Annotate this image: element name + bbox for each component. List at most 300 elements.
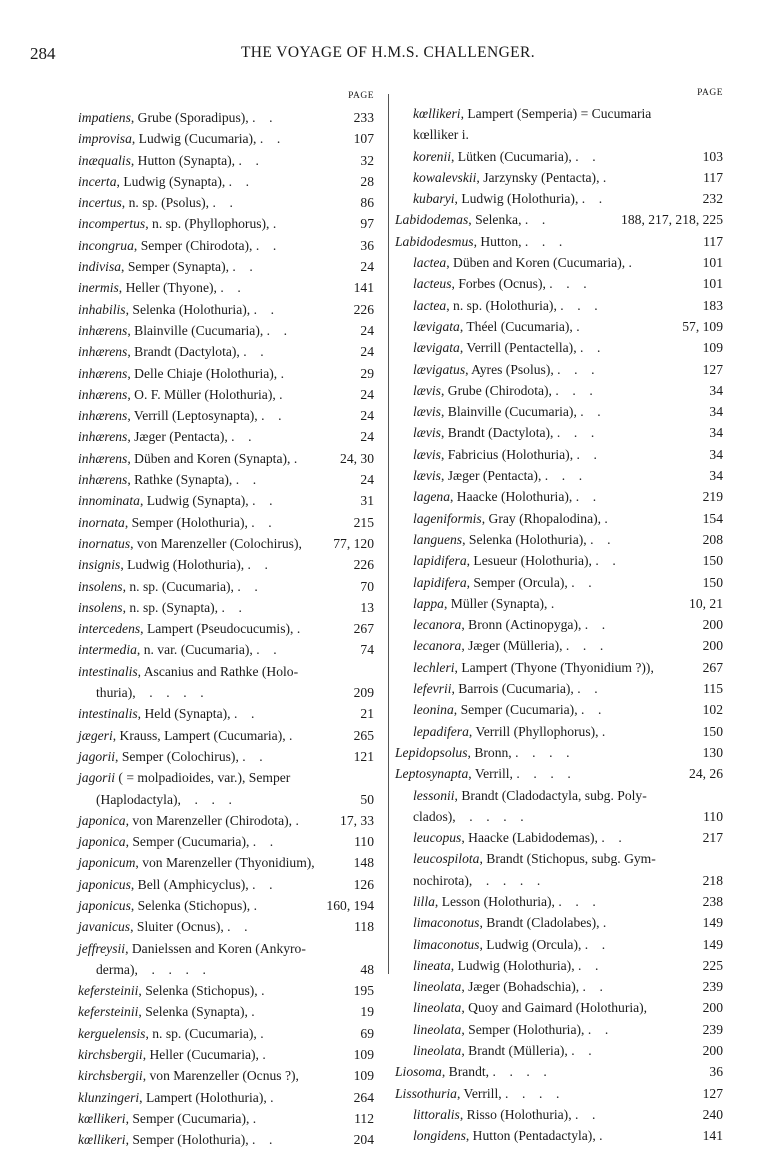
- entry-authority: , Quoy and Gaimard (Holothuria),: [461, 1000, 648, 1016]
- entry-text: [78, 363, 284, 384]
- leader-dots: . .: [577, 702, 602, 718]
- entry-text: [413, 806, 524, 827]
- leader-dots: . .: [239, 344, 264, 360]
- page-reference: 149: [702, 936, 723, 952]
- page-reference: 110: [703, 808, 723, 824]
- page-reference: 24, 30: [340, 450, 374, 466]
- leader-dots: . .: [248, 1132, 273, 1148]
- index-entry: [395, 465, 723, 486]
- page-reference: 74: [360, 642, 374, 658]
- species-name: inæqualis: [78, 152, 131, 168]
- species-name: inhærens: [78, 386, 128, 402]
- entry-authority: , Semper (Orcula),: [466, 574, 568, 590]
- index-entry: [78, 405, 378, 426]
- leader-dots: .: [256, 1025, 264, 1041]
- entry-authority: , n. sp. (Cucumaria),: [122, 578, 234, 594]
- page-reference: 209: [353, 685, 374, 701]
- entry-text: [78, 980, 265, 1001]
- species-name: inhærens: [78, 472, 128, 488]
- entry-authority: , Hutton,: [473, 233, 522, 249]
- entry-authority: , Sluiter (Ocnus),: [130, 919, 224, 935]
- entry-authority: , Haacke (Holothuria),: [450, 489, 573, 505]
- leader-dots: .: [293, 621, 301, 637]
- entry-text: [78, 874, 272, 895]
- species-name: inhærens: [78, 408, 128, 424]
- index-entry: [395, 976, 723, 997]
- leader-dots: .: [292, 812, 299, 828]
- entry-authority: , Ascanius and Rathke (Holo-: [137, 663, 299, 679]
- entry-text: [78, 426, 252, 447]
- species-name: kefersteinii: [78, 983, 139, 999]
- index-entry: [395, 444, 723, 465]
- index-entry: [78, 597, 378, 618]
- page-reference: 13: [360, 599, 374, 615]
- species-name: jægeri: [78, 727, 113, 743]
- leader-dots: .: [247, 1004, 255, 1020]
- species-name: Labidodesmus: [395, 233, 474, 249]
- species-name: intercedens: [78, 621, 141, 637]
- page-reference: 101: [702, 276, 723, 292]
- species-name: intermedia: [78, 642, 137, 658]
- page-reference: 48: [360, 961, 374, 977]
- page-reference: 232: [702, 191, 723, 207]
- leader-dots: . .: [573, 446, 597, 462]
- page-reference: 112: [354, 1110, 374, 1126]
- species-name: leucospilota: [413, 851, 480, 867]
- entry-authority: , Lampert (Pseudocucumis),: [140, 621, 294, 637]
- page-reference: 141: [702, 1128, 723, 1144]
- entry-authority: , Düben and Koren (Synapta),: [127, 450, 291, 466]
- index-entry: [78, 299, 378, 320]
- page-reference: 267: [702, 659, 723, 675]
- entry-authority: , Forbes (Ocnus),: [451, 276, 546, 292]
- species-name: leonina: [413, 702, 454, 718]
- species-name: insolens: [78, 599, 123, 615]
- index-entry: [78, 341, 378, 362]
- species-name: Liosoma: [395, 1064, 442, 1080]
- species-name: japonicus: [78, 876, 131, 892]
- leader-dots: . .: [567, 1043, 592, 1059]
- entry-text: [413, 934, 605, 955]
- page-reference: 86: [360, 195, 374, 211]
- species-name: japonicus: [78, 897, 131, 913]
- entry-authority: , Ludwig (Holothuria),: [454, 191, 579, 207]
- page-reference: 77, 120: [333, 535, 374, 551]
- index-entry: [395, 1019, 723, 1040]
- index-entry: [78, 363, 378, 384]
- page-reference: 34: [709, 425, 723, 441]
- index-entry: [78, 746, 378, 767]
- page-reference: 239: [702, 979, 723, 995]
- index-entry: [78, 469, 378, 490]
- index-entry: [78, 1044, 378, 1065]
- page-reference: 118: [354, 919, 374, 935]
- page-reference: 160, 194: [326, 897, 374, 913]
- entry-authority: ( = molpadioides, var.), Semper: [115, 770, 291, 786]
- leader-dots: .: [277, 365, 285, 381]
- entry-authority: , Heller (Cucumaria),: [142, 1047, 259, 1063]
- species-name: inhærens: [78, 450, 128, 466]
- entry-text: [78, 533, 302, 554]
- index-entry: [395, 1125, 723, 1146]
- page-reference: 24: [360, 322, 374, 338]
- species-name: kubaryi: [413, 191, 455, 207]
- leader-dots: . .: [571, 1106, 596, 1122]
- page-reference: 115: [703, 681, 723, 697]
- species-name: kœllikeri: [78, 1132, 126, 1148]
- entry-text: [413, 295, 598, 316]
- entry-text: [413, 1125, 603, 1146]
- entry-authority: , Brandt (Stichopus, subg. Gym-: [479, 851, 656, 867]
- entry-text: [78, 512, 272, 533]
- page-reference: 117: [703, 233, 723, 249]
- entry-text: [96, 682, 204, 703]
- entry-text: [413, 337, 600, 358]
- index-entry: [395, 1104, 723, 1125]
- species-name: japonicum: [78, 855, 136, 871]
- leader-dots: . .: [576, 404, 601, 420]
- page-reference: 204: [353, 1132, 374, 1148]
- entry-text: [413, 997, 647, 1018]
- species-name: lævis: [413, 425, 441, 441]
- entry-authority: , Barrois (Cucumaria),: [451, 681, 574, 697]
- entry-text: [413, 273, 587, 294]
- page-reference: 226: [353, 301, 374, 317]
- index-entry: [395, 763, 723, 784]
- entry-authority: , Lesueur (Holothuria),: [466, 553, 592, 569]
- page-reference: 32: [360, 152, 374, 168]
- species-name: jeffreysii: [78, 940, 126, 956]
- entry-text: [413, 167, 606, 188]
- entry-text: [413, 614, 605, 635]
- leader-dots: . .: [578, 191, 603, 207]
- page-reference: 121: [353, 748, 374, 764]
- page-reference: 34: [709, 468, 723, 484]
- index-entry: [395, 231, 723, 252]
- index-entry: [78, 1065, 378, 1086]
- entry-text: [395, 742, 569, 763]
- entry-authority: , Semper (Cucumaria),: [453, 702, 578, 718]
- species-name: littoralis: [413, 1106, 460, 1122]
- page-reference: 24: [360, 259, 374, 275]
- index-entry: [395, 508, 723, 529]
- entry-authority: , n. sp. (Synapta),: [122, 599, 219, 615]
- index-entry: [78, 639, 378, 660]
- leader-dots: . .: [225, 173, 250, 189]
- entry-text: [78, 1044, 266, 1065]
- index-entry: [78, 938, 378, 959]
- index-entry: [395, 380, 723, 401]
- leader-dots: . . . .: [455, 808, 524, 824]
- entry-authority: , Grube (Chirodota),: [440, 382, 552, 398]
- page-reference: 267: [353, 621, 374, 637]
- species-name: lineolata: [413, 1000, 462, 1016]
- entry-authority: , Blainville (Cucumaria),: [127, 322, 264, 338]
- index-entry: [78, 810, 378, 831]
- entry-authority: derma),: [96, 961, 138, 977]
- species-name: innominata: [78, 493, 140, 509]
- index-entry: [395, 529, 723, 550]
- leader-dots: .: [595, 1128, 603, 1144]
- page-reference: 24: [360, 344, 374, 360]
- entry-authority: , Brandt (Cladolabes),: [479, 915, 600, 931]
- entry-authority: , Hutton (Pentadactyla),: [465, 1128, 596, 1144]
- entry-authority: , Selenka,: [468, 212, 522, 228]
- entry-text: [78, 490, 272, 511]
- entry-authority: , Grube (Sporadipus),: [130, 110, 249, 125]
- page-column-heading: PAGE: [697, 88, 723, 98]
- species-name: jagorii: [78, 748, 116, 764]
- leader-dots: . .: [572, 489, 597, 505]
- entry-authority: , Bronn,: [467, 744, 512, 760]
- species-name: lepadifera: [413, 723, 469, 739]
- page-reference: 36: [709, 1064, 723, 1080]
- species-name: lilla: [413, 893, 435, 909]
- index-entry: [395, 422, 723, 443]
- entry-authority: , Rathke (Synapta),: [127, 472, 233, 488]
- species-name: lævis: [413, 404, 441, 420]
- page-reference: 217: [702, 830, 723, 846]
- leader-dots: . .: [521, 212, 546, 228]
- species-name: inhærens: [78, 322, 128, 338]
- index-entry: [395, 635, 723, 656]
- entry-text: [413, 359, 595, 380]
- species-name: lactea: [413, 297, 447, 313]
- entry-authority: , Selenka (Stichopus),: [138, 983, 258, 999]
- page-reference: 215: [353, 514, 374, 530]
- index-entry: [78, 107, 378, 128]
- entry-authority: , Semper (Holothuria),: [124, 514, 248, 530]
- page-reference: 24: [360, 429, 374, 445]
- index-entry: [395, 188, 723, 209]
- page-reference: 109: [353, 1068, 374, 1084]
- leader-dots: . . .: [541, 468, 583, 484]
- entry-text: [78, 171, 249, 192]
- page-reference: 200: [702, 1043, 723, 1059]
- leader-dots: .: [266, 1089, 274, 1105]
- leader-dots: .: [598, 723, 606, 739]
- page-reference: 150: [702, 723, 723, 739]
- leader-dots: . . . .: [137, 961, 206, 977]
- leader-dots: . . .: [551, 382, 593, 398]
- species-name: inornatus: [78, 535, 131, 551]
- entry-text: [413, 721, 605, 742]
- index-entry: [395, 1083, 723, 1104]
- species-name: lineolata: [413, 979, 462, 995]
- page-reference: 24, 26: [689, 766, 723, 782]
- species-name: lineata: [413, 957, 451, 973]
- page-reference: 265: [353, 727, 374, 743]
- index-entry: [78, 1087, 378, 1108]
- index-entry: [395, 891, 723, 912]
- entry-text: [413, 870, 540, 891]
- entry-text: [413, 1040, 592, 1061]
- index-entry: [395, 550, 723, 571]
- species-name: lapidifera: [413, 553, 467, 569]
- index-entry: [78, 554, 378, 575]
- species-name: inhærens: [78, 365, 128, 381]
- entry-text: [78, 1023, 264, 1044]
- species-name: lefevrii: [413, 681, 452, 697]
- entry-authority: , Blainville (Cucumaria),: [440, 404, 577, 420]
- entry-text: [413, 827, 622, 848]
- species-name: insolens: [78, 578, 123, 594]
- leader-dots: . .: [230, 706, 255, 722]
- index-entry: [78, 852, 378, 873]
- species-name: lineolata: [413, 1021, 462, 1037]
- entry-text: [413, 316, 580, 337]
- index-entry: [78, 916, 378, 937]
- species-name: incerta: [78, 173, 117, 189]
- page-reference: 226: [353, 557, 374, 573]
- leader-dots: . .: [263, 322, 288, 338]
- entry-text: [78, 1087, 274, 1108]
- page-reference: 183: [702, 297, 723, 313]
- species-name: kirchsbergii: [78, 1047, 143, 1063]
- index-entry: [78, 767, 378, 788]
- index-entry: [78, 277, 378, 298]
- page-reference: 24: [360, 472, 374, 488]
- index-entry: [395, 146, 723, 167]
- page-reference: 200: [702, 1000, 723, 1016]
- leader-dots: .: [250, 897, 257, 913]
- leader-dots: . .: [229, 259, 253, 275]
- species-name: limaconotus: [413, 915, 480, 931]
- index-entry: [395, 848, 723, 869]
- index-entry: [395, 273, 723, 294]
- leader-dots: . .: [576, 340, 601, 356]
- page-reference: 36: [360, 237, 374, 253]
- index-entry: [78, 682, 378, 703]
- index-entry: [395, 614, 723, 635]
- entry-text: [78, 448, 297, 469]
- entry-text: [78, 299, 274, 320]
- entry-authority: , Lesson (Holothuria),: [434, 893, 555, 909]
- leader-dots: . .: [567, 574, 592, 590]
- page-reference: 19: [360, 1004, 374, 1020]
- page-reference: 225: [702, 957, 723, 973]
- index-entry: [395, 103, 723, 124]
- entry-authority: , Bell (Amphicyclus),: [130, 876, 249, 892]
- entry-authority: , Jæger (Mülleria),: [461, 638, 563, 654]
- leader-dots: . . . .: [135, 685, 204, 701]
- entry-text: [78, 1001, 255, 1022]
- leader-dots: . .: [581, 617, 606, 633]
- species-name: leucopus: [413, 830, 462, 846]
- index-entry: [78, 150, 378, 171]
- entry-authority: , Selenka (Holothuria),: [462, 531, 587, 547]
- page-reference: 57, 109: [682, 318, 723, 334]
- leader-dots: . .: [581, 936, 606, 952]
- entry-text: [413, 635, 603, 656]
- entry-authority: , Düben and Koren (Cucumaria),: [446, 255, 626, 271]
- index-entry: [395, 337, 723, 358]
- leader-dots: . .: [574, 957, 599, 973]
- entry-text: [78, 107, 272, 128]
- index-entry: [395, 209, 723, 230]
- entry-authority: , Müller (Synapta),: [443, 595, 548, 611]
- leader-dots: .: [599, 915, 607, 931]
- entry-authority: , Ludwig (Cucumaria),: [131, 131, 257, 147]
- index-entry: [78, 192, 378, 213]
- species-name: kirchsbergii: [78, 1068, 143, 1084]
- entry-text: [78, 576, 258, 597]
- entry-authority: , Lampert (Thyone (Thyonidium ?)),: [454, 659, 654, 675]
- page-reference: 109: [353, 1047, 374, 1063]
- entry-text: [413, 486, 596, 507]
- entry-authority: , O. F. Müller (Holothuria),: [127, 386, 276, 402]
- entry-text: [413, 912, 606, 933]
- entry-authority: , Danielssen and Koren (Ankyro-: [125, 940, 306, 956]
- leader-dots: . .: [232, 472, 257, 488]
- index-entry: [78, 512, 378, 533]
- entry-text: [78, 277, 241, 298]
- entry-text: [78, 256, 253, 277]
- species-name: lecanora: [413, 617, 462, 633]
- entry-text: [413, 422, 594, 443]
- species-name: kœllikeri: [413, 106, 461, 121]
- species-name: korenii: [413, 148, 451, 164]
- index-entry: [395, 657, 723, 678]
- page-reference: 28: [360, 173, 374, 189]
- index-entry: [395, 827, 723, 848]
- page-reference: 264: [353, 1089, 374, 1105]
- entry-authority: , Semper (Synapta),: [121, 259, 230, 275]
- species-name: insignis: [78, 557, 121, 573]
- index-entry: [78, 725, 378, 746]
- page-reference: 34: [709, 446, 723, 462]
- entry-authority: , Jarzynsky (Pentacta),: [476, 169, 600, 185]
- species-name: lessonii: [413, 787, 455, 803]
- page-reference: 21: [360, 706, 374, 722]
- entry-text: [78, 554, 268, 575]
- entry-text: [78, 661, 298, 682]
- species-name: inhærens: [78, 429, 128, 445]
- running-header: [30, 44, 746, 66]
- index-entry: [395, 593, 723, 614]
- entry-text: [395, 231, 562, 252]
- index-entry: [395, 572, 723, 593]
- entry-text: [413, 124, 469, 145]
- entry-text: [413, 529, 610, 550]
- entry-authority: , Jæger (Pentacta),: [127, 429, 228, 445]
- entry-text: [413, 1019, 608, 1040]
- entry-authority: , Verrill (Leptosynapta),: [127, 408, 258, 424]
- entry-text: [78, 618, 300, 639]
- index-entry: [78, 618, 378, 639]
- page-reference: 141: [353, 280, 374, 296]
- leader-dots: . .: [218, 599, 242, 615]
- species-name: incertus: [78, 195, 122, 211]
- page-reference: 110: [354, 834, 374, 850]
- species-name: japonica: [78, 834, 126, 850]
- entry-authority: , Brandt (Dactylota),: [127, 344, 240, 360]
- leader-dots: .: [258, 1047, 266, 1063]
- page-reference: 200: [702, 617, 723, 633]
- index-entry: [78, 1129, 378, 1150]
- leader-dots: . .: [597, 830, 622, 846]
- species-name: kefersteinii: [78, 1004, 139, 1020]
- page-reference: 101: [702, 255, 723, 271]
- entry-text: [96, 789, 232, 810]
- entry-text: [78, 938, 306, 959]
- entry-text: [78, 320, 287, 341]
- entry-authority: kœlliker i.: [413, 127, 469, 143]
- entry-text: [413, 785, 647, 806]
- species-name: improvisa: [78, 131, 132, 147]
- entry-text: [413, 955, 598, 976]
- leader-dots: . .: [571, 148, 596, 164]
